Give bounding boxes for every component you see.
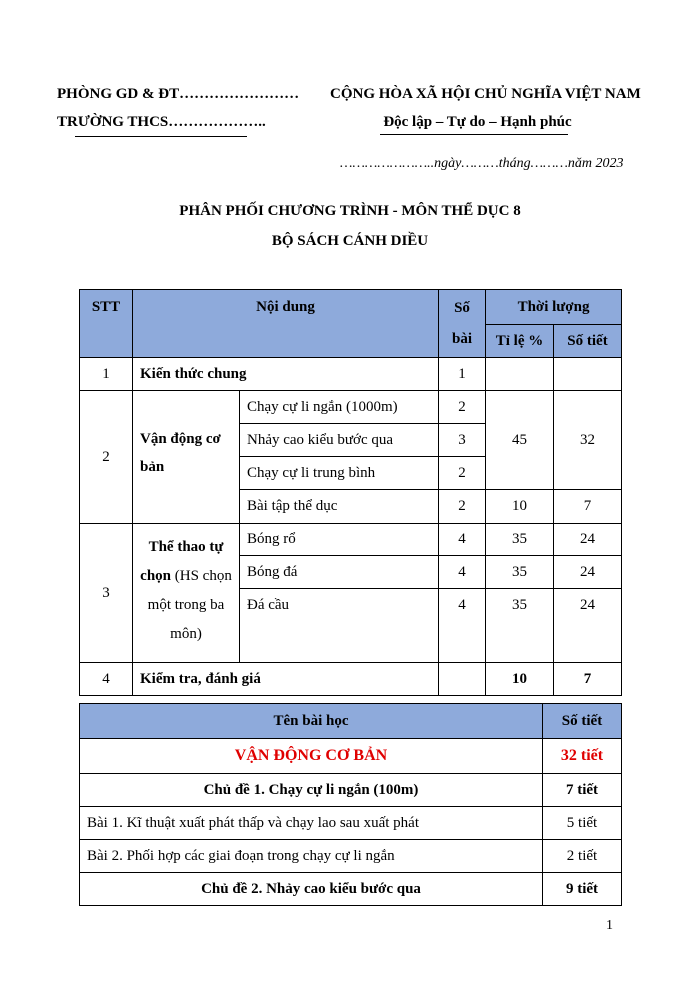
lessons-col-periods-header: Số tiết <box>543 704 622 739</box>
date-line: …………………..ngày………tháng………năm 2023 <box>340 156 624 171</box>
republic-title: CỘNG HÒA XÃ HỘI CHỦ NGHĨA VIỆT NAM <box>330 86 641 102</box>
school-label: TRƯỜNG THCS……………….. <box>57 114 266 130</box>
row3-group-line4: môn) <box>170 626 202 642</box>
row3-group <box>133 524 240 663</box>
row2-sub4-lessons: 2 <box>439 490 486 524</box>
row3-sub3-percent: 35 <box>486 589 554 663</box>
row3-group-line1: Thể thao tự <box>148 539 224 555</box>
row3-sub3-lessons: 4 <box>439 589 486 663</box>
row3-sub2-lessons: 4 <box>439 556 486 589</box>
row4-content: Kiểm tra, đánh giá <box>133 663 439 696</box>
row3-group-line3: một trong ba <box>147 597 225 613</box>
motto-underline <box>380 134 568 135</box>
motto: Độc lập – Tự do – Hạnh phúc <box>383 114 572 130</box>
row1-content: Kiến thức chung <box>133 358 439 391</box>
lesson2-title: Bài 2. Phối hợp các giai đoạn trong chạy cự li ngắn <box>80 840 543 873</box>
row3-group-line2-rest: (HS chọn <box>171 568 232 584</box>
row4-periods: 7 <box>554 663 622 696</box>
row2-sub2-lessons: 3 <box>439 424 486 457</box>
lesson2-periods: 2 tiết <box>543 840 622 873</box>
col-periods-header: Số tiết <box>554 325 622 358</box>
curriculum-table <box>79 289 622 696</box>
row2-sub4-percent: 10 <box>486 490 554 524</box>
col-stt-header: STT <box>80 290 133 358</box>
row2-stt: 2 <box>80 391 133 524</box>
row3-stt: 3 <box>80 524 133 663</box>
row2-merged-percent: 45 <box>486 391 554 490</box>
row2-sub3-lessons: 2 <box>439 457 486 490</box>
col-duration-header: Thời lượng <box>486 290 622 325</box>
row3-sub1-percent: 35 <box>486 524 554 556</box>
row2-sub4-name: Bài tập thể dục <box>240 490 439 524</box>
row2-sub3-name: Chạy cự li trung bình <box>240 457 439 490</box>
row3-sub3-name: Đá cầu <box>240 589 439 663</box>
row1-stt: 1 <box>80 358 133 391</box>
row2-merged-periods: 32 <box>554 391 622 490</box>
page-number: 1 <box>606 918 613 933</box>
row2-group-line2: bản <box>140 459 165 475</box>
col-content-header: Nội dung <box>133 290 439 358</box>
row2-sub2-name: Nhảy cao kiểu bước qua <box>240 424 439 457</box>
page-title: PHÂN PHỐI CHƯƠNG TRÌNH - MÔN THỂ DỤC 8 <box>179 203 521 219</box>
col-lessons-header-line1: Số <box>454 299 470 316</box>
page-subtitle: BỘ SÁCH CÁNH DIỀU <box>271 233 429 249</box>
lessons-table <box>79 703 622 906</box>
row1-lessons: 1 <box>439 358 486 391</box>
row1-percent <box>486 358 554 391</box>
col-lessons-header-line2: bài <box>451 330 472 347</box>
topic1-periods: 7 tiết <box>543 774 622 807</box>
row1-periods <box>554 358 622 391</box>
lesson1-periods: 5 tiết <box>543 807 622 840</box>
lessons-col-name-header: Tên bài học <box>80 704 543 739</box>
row3-sub1-name: Bóng rổ <box>240 524 439 556</box>
col-lessons-header <box>439 290 486 358</box>
row3-sub1-periods: 24 <box>554 524 622 556</box>
section-basic-movement-periods: 32 tiết <box>543 739 622 774</box>
section-basic-movement: VẬN ĐỘNG CƠ BẢN <box>80 739 543 774</box>
school-underline <box>75 136 247 137</box>
lesson1-title: Bài 1. Kĩ thuật xuất phát thấp và chạy lao sau xuất phát <box>80 807 543 840</box>
row4-percent: 10 <box>486 663 554 696</box>
row2-sub1-lessons: 2 <box>439 391 486 424</box>
row2-sub1-name: Chạy cự li ngắn (1000m) <box>240 391 439 424</box>
row3-sub2-name: Bóng đá <box>240 556 439 589</box>
col-percent-header: Tỉ lệ % <box>486 325 554 358</box>
row2-group <box>133 391 240 524</box>
row4-lessons <box>439 663 486 696</box>
row3-sub2-periods: 24 <box>554 556 622 589</box>
row2-group-line1: Vận động cơ <box>140 431 221 447</box>
row3-group-line2 <box>133 562 239 591</box>
department-label: PHÒNG GD & ĐT…………………… <box>57 86 300 102</box>
row3-sub1-lessons: 4 <box>439 524 486 556</box>
topic1-title: Chủ đề 1. Chạy cự li ngắn (100m) <box>80 774 543 807</box>
row2-sub4-periods: 7 <box>554 490 622 524</box>
topic2-periods: 9 tiết <box>543 873 622 906</box>
row3-sub3-periods: 24 <box>554 589 622 663</box>
row3-sub2-percent: 35 <box>486 556 554 589</box>
topic2-title: Chủ đề 2. Nhảy cao kiểu bước qua <box>80 873 543 906</box>
row3-group-line2-bold: chọn <box>140 568 171 584</box>
row4-stt: 4 <box>80 663 133 696</box>
